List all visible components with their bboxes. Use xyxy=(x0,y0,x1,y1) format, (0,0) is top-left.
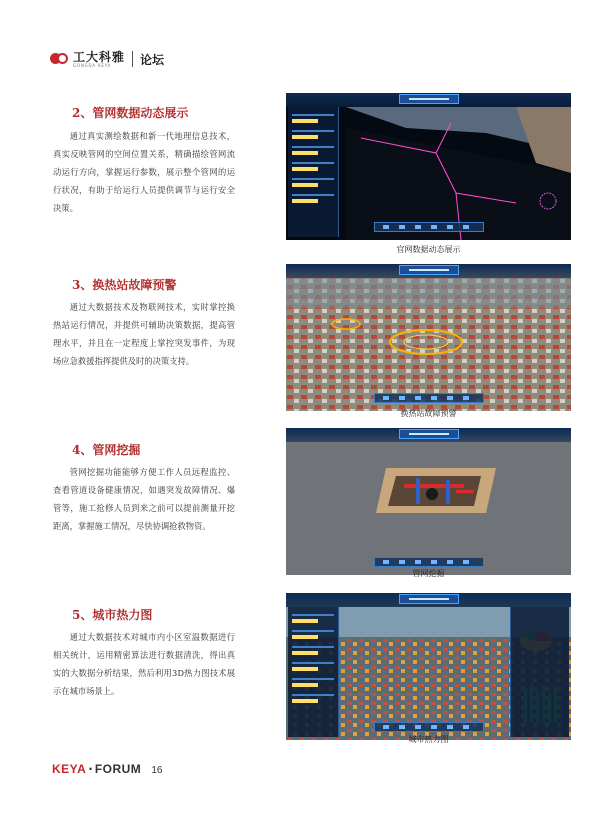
page-number: 16 xyxy=(151,765,163,776)
page-header xyxy=(50,48,164,70)
screenshot-pipe-network xyxy=(286,93,571,240)
screenshot-excavation xyxy=(286,428,571,575)
section-title-heatmap: 5、城市热力图 xyxy=(72,608,153,622)
scene-toolbar xyxy=(374,557,484,567)
section-label: 论坛 xyxy=(140,52,165,67)
brand-logo xyxy=(73,51,125,68)
caption-excavation: 管网挖掘 xyxy=(412,569,445,578)
screenshot-station-alarm xyxy=(286,264,571,411)
section-title-excavation: 4、管网挖掘 xyxy=(72,443,141,457)
brand-name-cn: 工大科雅 xyxy=(73,49,126,64)
caption-pipe-network: 官网数据动态展示 xyxy=(396,245,461,254)
section-body-pipe-network: 通过真实测绘数据和新一代地理信息技术，真实反映管网的空间位置关系，精确描绘管网流动运行方向，掌握运行参数，展示整个管网的运行状况，有助于给运行人员提供调节与运行安全决策。 xyxy=(53,131,235,213)
scene-toolbar xyxy=(374,222,484,232)
brand-name-en: GONGDA KEYA xyxy=(73,62,112,68)
app-title-bar xyxy=(286,428,571,442)
section-body-station-alarm: 通过大数据技术及物联网技术，实时掌控换热站运行情况，并提供可辅助决策数据，提高管理水平，并且在一定程度上掌控突发事件，为现场应急救援指挥提供及时的决策支持。 xyxy=(53,302,235,366)
footer-brand: KEYA xyxy=(52,762,87,776)
section-title-pipe-network: 2、管网数据动态展示 xyxy=(72,106,189,120)
data-side-panel xyxy=(288,107,339,237)
data-side-panel xyxy=(288,607,339,737)
app-title-bar xyxy=(286,264,571,278)
footer-dot: · xyxy=(88,762,93,776)
footer-forum: FORUM xyxy=(94,762,142,776)
caption-heatmap: 城市热力图 xyxy=(408,735,449,744)
section-title-station-alarm: 3、换热站故障预警 xyxy=(72,278,177,292)
station-alarm-scene xyxy=(286,264,571,411)
chart-side-panel xyxy=(510,607,569,737)
screenshot-heatmap xyxy=(286,593,571,740)
page-footer xyxy=(52,762,162,776)
company-logo-icon xyxy=(50,50,68,68)
section-body-heatmap: 通过大数据技术对城市内小区室温数据进行相关统计，运用精密算法进行数据清洗，得出真实的大数据分析结果，然后利用3D热力图技术展示在城市场景上。 xyxy=(53,632,235,696)
header-divider xyxy=(132,51,133,67)
app-title-bar xyxy=(286,93,571,107)
scene-toolbar xyxy=(374,722,484,732)
scene-toolbar xyxy=(374,393,484,403)
section-body-excavation: 管网挖掘功能能够方便工作人员远程监控、查看管道设备健康情况，如遇突发故障情况、爆管等，施工抢修人员到来之前可以提前测量开挖距离，掌握施工情况，尽快协调抢救物资。 xyxy=(53,467,235,531)
caption-station-alarm: 换热站故障预警 xyxy=(400,409,457,418)
excavation-scene xyxy=(286,428,571,575)
app-title-bar xyxy=(286,593,571,607)
